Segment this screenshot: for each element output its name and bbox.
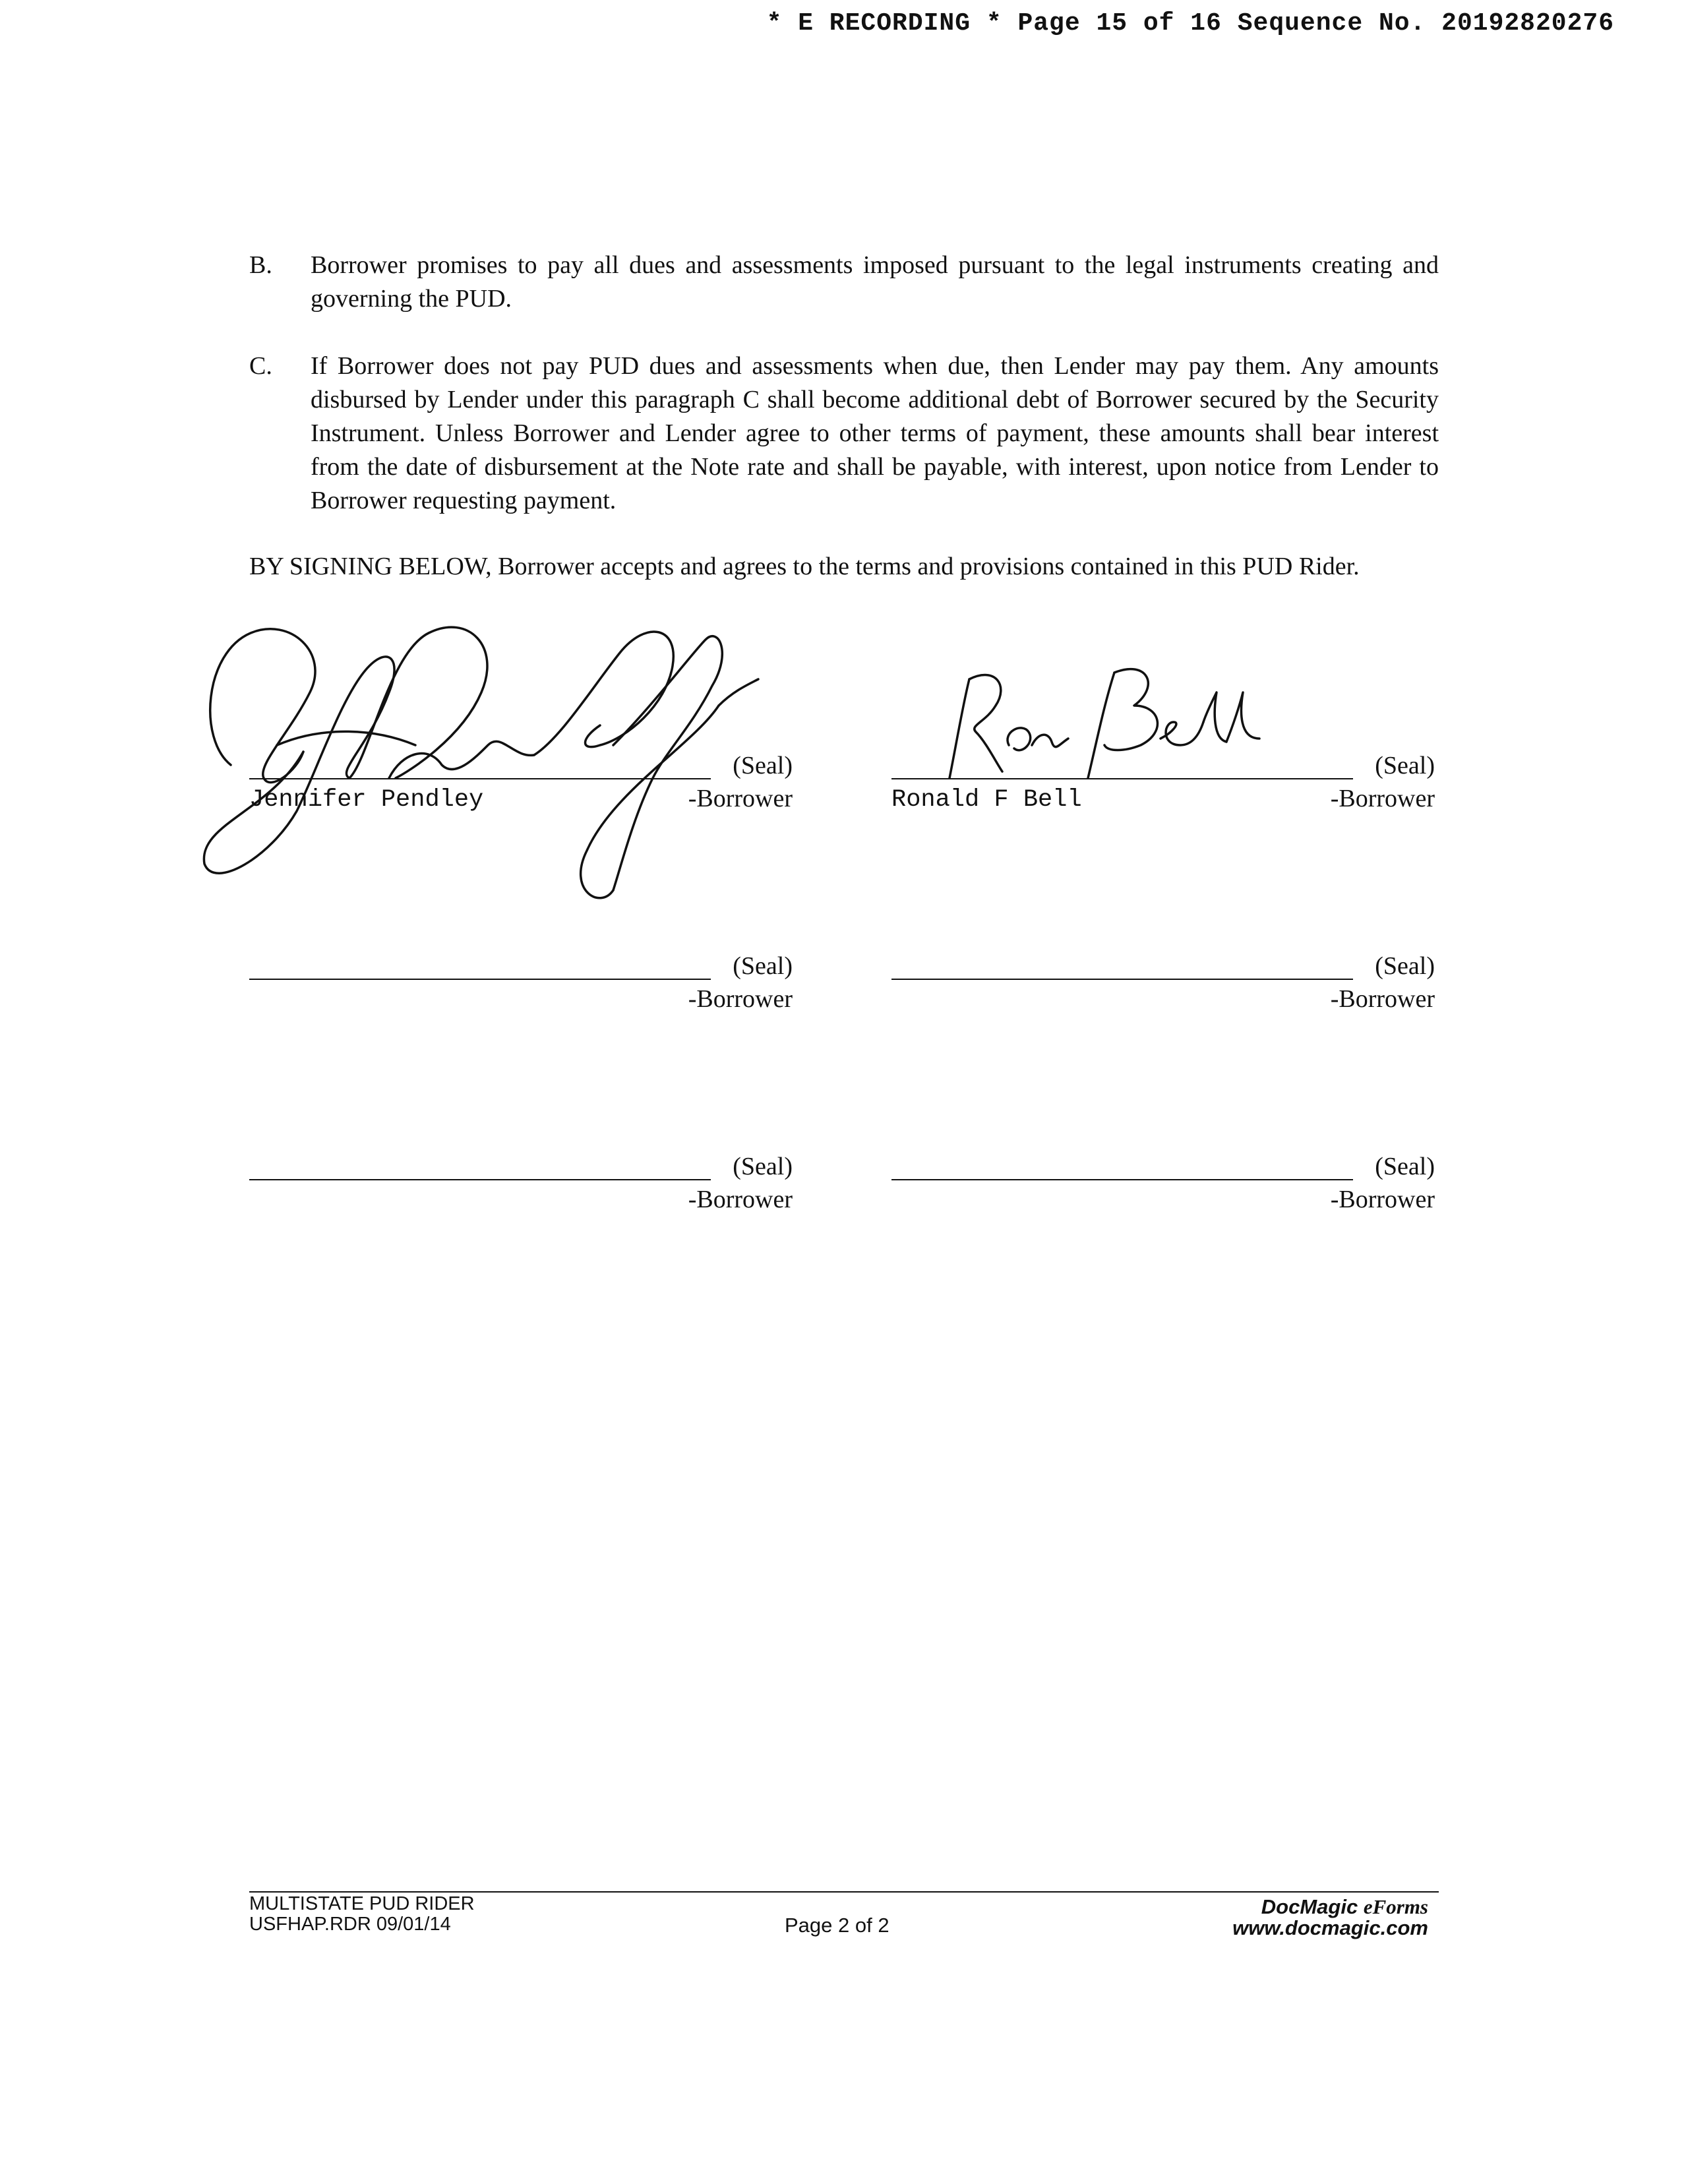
signature-line <box>249 1179 711 1180</box>
brand-website: www.docmagic.com <box>1232 1916 1428 1939</box>
paragraph-b <box>249 249 1439 316</box>
signature-block-4 <box>891 951 1435 1023</box>
brand-logo <box>1232 1896 1428 1918</box>
role-label: -Borrower <box>688 785 793 812</box>
footer-rule <box>249 1891 1439 1893</box>
paragraph-text: If Borrower does not pay PUD dues and assessments when due, then Lender may pay them. Any amounts disbursed by Lender under this paragraph C shall become additional debt of Borrower secured by the Security Instrument. Unless Borrower and Lender agree to other terms of payment, these amounts shall bear interest from the date of disbursement at the Note rate and shall be payable, with interest, upon notice from Lender to Borrower requesting payment. <box>311 352 1439 514</box>
seal-label: (Seal) <box>1375 752 1435 779</box>
form-title: MULTISTATE PUD RIDER <box>249 1893 475 1914</box>
role-label: -Borrower <box>688 985 793 1013</box>
signing-statement: BY SIGNING BELOW, Borrower accepts and agrees to the terms and provisions contained in this PUD Rider. <box>249 553 1360 580</box>
paragraph-letter: C. <box>249 352 272 380</box>
signature-block-3 <box>249 951 793 1023</box>
handwritten-signature-1 <box>191 613 758 903</box>
handwritten-signature-2 <box>923 659 1266 804</box>
role-label: -Borrower <box>1330 1186 1435 1213</box>
seal-label: (Seal) <box>733 952 793 980</box>
brand-suffix: eForms <box>1363 1895 1428 1918</box>
form-code: USFHAP.RDR 09/01/14 <box>249 1914 451 1935</box>
role-label: -Borrower <box>1330 785 1435 812</box>
seal-label: (Seal) <box>733 1153 793 1180</box>
page-number: Page 2 of 2 <box>785 1914 889 1937</box>
footer-brand <box>1232 1896 1428 1939</box>
paragraph-text: Borrower promises to pay all dues and assessments imposed pursuant to the legal instruments creating and governing the PUD. <box>311 251 1439 313</box>
paragraph-letter: B. <box>249 251 272 279</box>
signature-line <box>891 1179 1353 1180</box>
brand-name: DocMagic <box>1261 1895 1358 1918</box>
signature-line <box>249 979 711 980</box>
role-label: -Borrower <box>1330 985 1435 1013</box>
role-label: -Borrower <box>688 1186 793 1213</box>
signature-block-6 <box>891 1151 1435 1224</box>
recording-header: * E RECORDING * Page 15 of 16 Sequence No. 20192820276 <box>766 9 1614 38</box>
signature-block-5 <box>249 1151 793 1224</box>
signature-line <box>891 979 1353 980</box>
seal-label: (Seal) <box>733 752 793 779</box>
seal-label: (Seal) <box>1375 1153 1435 1180</box>
signer-name: Jennifer Pendley <box>249 786 484 814</box>
paragraph-c <box>249 349 1439 518</box>
footer-form-info <box>249 1894 475 1935</box>
signer-name: Ronald F Bell <box>891 786 1082 814</box>
seal-label: (Seal) <box>1375 952 1435 980</box>
